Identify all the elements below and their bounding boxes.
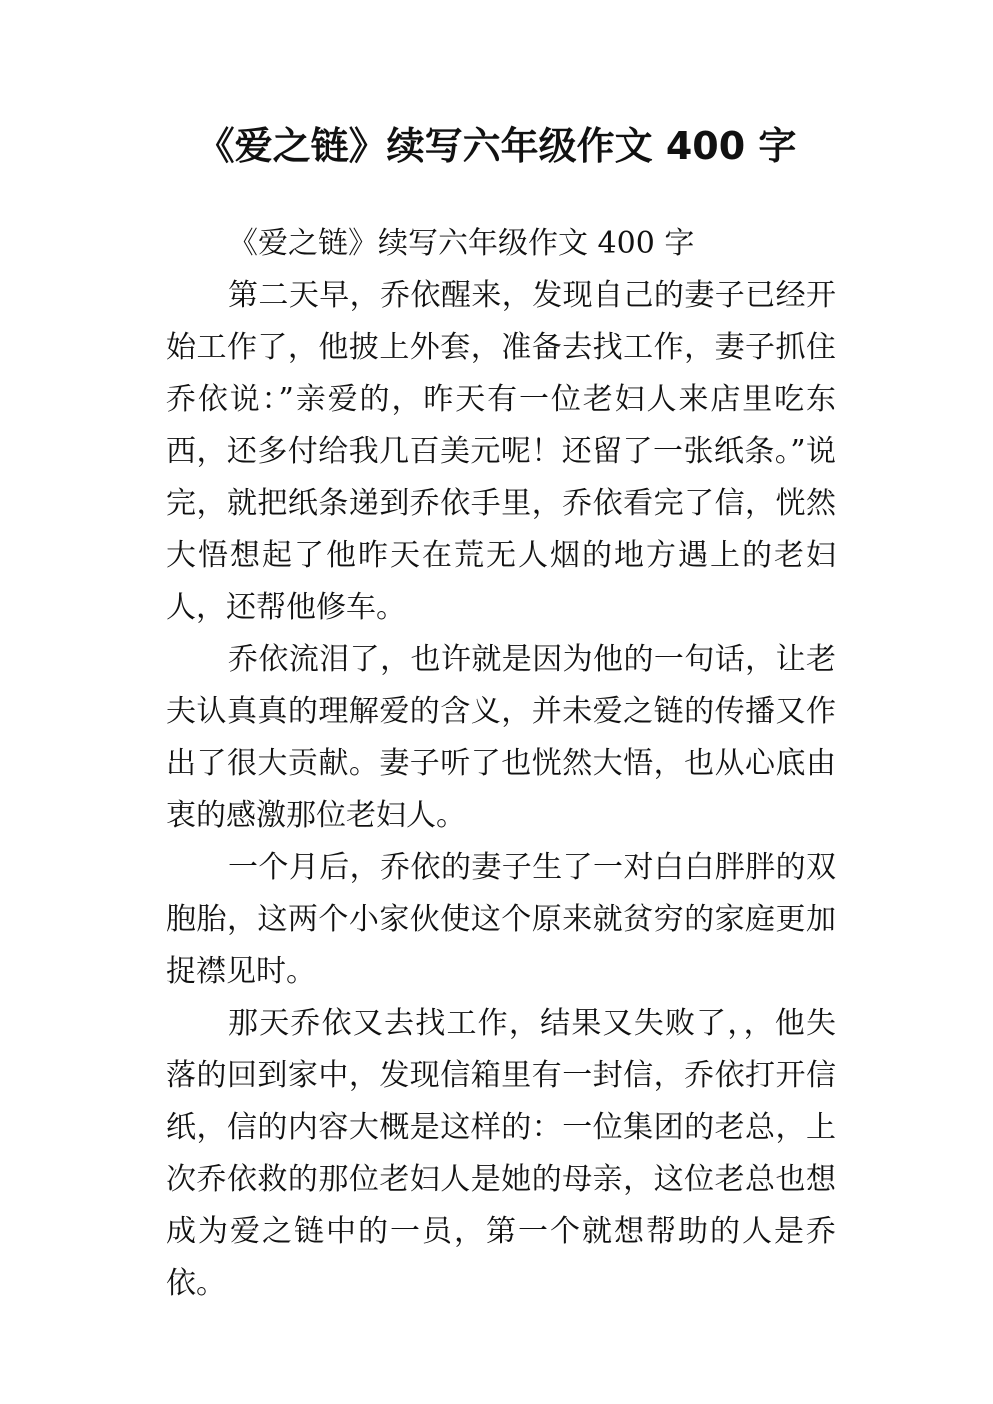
paragraph-subtitle: 《爱之链》续写六年级作文 400 字 — [228, 226, 695, 261]
document-body — [166, 216, 836, 1310]
document-title: 《爱之链》续写六年级作文 400 字 — [196, 124, 797, 168]
paragraph: 一个月后，乔依的妻子生了一对白白胖胖的双胞胎，这两个小家伙使这个原来就贫穷的家庭更加捉襟见时。 — [166, 850, 836, 989]
paragraph: 乔依流泪了，也许就是因为他的一句话，让老夫认真真的理解爱的含义，并未爱之链的传播又作出了很大贡献。妻子听了也恍然大悟，也从心底由衷的感激那位老妇人。 — [166, 642, 836, 833]
paragraph: 第二天早，乔依醒来，发现自己的妻子已经开始工作了，他披上外套，准备去找工作，妻子抓住乔依说：”亲爱的，昨天有一位老妇人来店里吃东西，还多付给我几百美元呢！还留了一张纸条。”说完，就把纸条递到乔依手里，乔依看完了信，恍然大悟想起了他昨天在荒无人烟的地方遇上的老妇人，还帮他修车。 — [166, 278, 836, 625]
paragraph: 那天乔依又去找工作，结果又失败了，，他失落的回到家中，发现信箱里有一封信，乔依打开信纸，信的内容大概是这样的：一位集团的老总，上次乔依救的那位老妇人是她的母亲，这位老总也想成为爱之链中的一员，第一个就想帮助的人是乔依。 — [166, 1006, 836, 1301]
